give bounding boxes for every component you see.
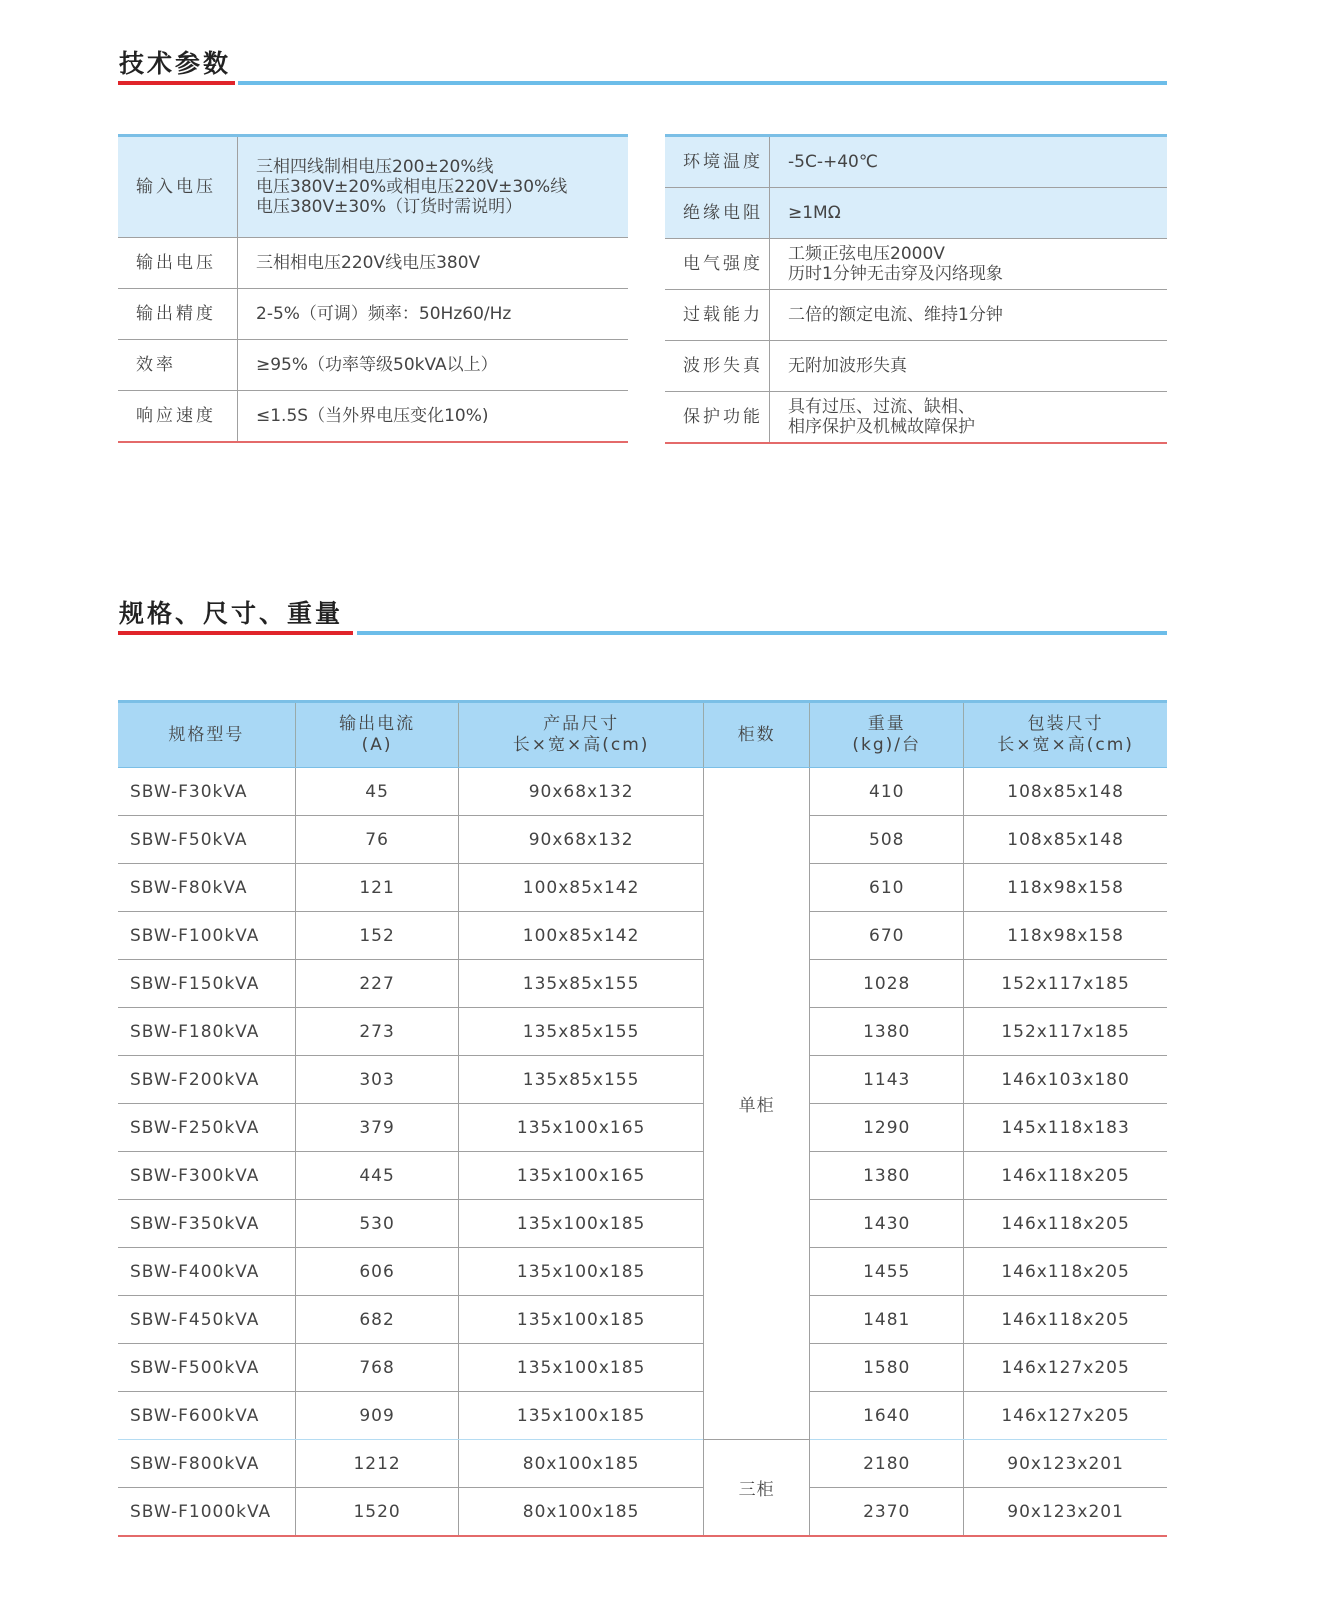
spec-value: [238, 340, 629, 391]
weight-cell: 1028: [810, 960, 964, 1008]
column-header-line: 产品尺寸: [543, 714, 620, 734]
spec-label: 输入电压: [118, 136, 238, 238]
model-cell: SBW-F600kVA: [118, 1392, 295, 1440]
product-size-cell: 135x100x185: [459, 1248, 704, 1296]
table-row: [118, 1344, 1167, 1392]
column-header: [459, 702, 704, 768]
table-row: [118, 1392, 1167, 1440]
current-cell: 530: [295, 1200, 459, 1248]
column-header: [118, 702, 295, 768]
spec-label: 环境温度: [665, 136, 770, 188]
spec-value-line: 相序保护及机械故障保护: [788, 417, 975, 437]
model-cell: SBW-F800kVA: [118, 1440, 295, 1488]
product-size-cell: 135x85x155: [459, 1056, 704, 1104]
package-size-cell: 146x118x205: [964, 1152, 1167, 1200]
column-header: [964, 702, 1167, 768]
column-header: [810, 702, 964, 768]
column-header-line: 输出电流: [339, 714, 416, 734]
product-size-cell: 100x85x142: [459, 912, 704, 960]
current-cell: 682: [295, 1296, 459, 1344]
spec-label: 波形失真: [665, 341, 770, 392]
spec-value-line: ≥95%（功率等级50kVA以上）: [256, 355, 498, 375]
spec-label: 绝缘电阻: [665, 188, 770, 239]
spec-row: [118, 391, 628, 443]
model-cell: SBW-F180kVA: [118, 1008, 295, 1056]
package-size-cell: 108x85x148: [964, 816, 1167, 864]
model-cell: SBW-F250kVA: [118, 1104, 295, 1152]
product-size-cell: 80x100x185: [459, 1488, 704, 1537]
weight-cell: 1481: [810, 1296, 964, 1344]
spec-row: [118, 289, 628, 340]
spec-value: [770, 239, 1168, 290]
weight-cell: 1143: [810, 1056, 964, 1104]
spec-value: [770, 341, 1168, 392]
weight-cell: 1290: [810, 1104, 964, 1152]
title-underline-red: [118, 81, 235, 85]
spec-size-weight-table: [118, 700, 1167, 1537]
weight-cell: 1380: [810, 1008, 964, 1056]
package-size-cell: 90x123x201: [964, 1440, 1167, 1488]
current-cell: 445: [295, 1152, 459, 1200]
model-cell: SBW-F1000kVA: [118, 1488, 295, 1537]
section-title-specs: 规格、尺寸、重量: [119, 599, 344, 628]
product-size-cell: 135x85x155: [459, 1008, 704, 1056]
spec-value-line: 电压380V±30%（订货时需说明）: [256, 197, 523, 217]
weight-cell: 670: [810, 912, 964, 960]
title-underline-blue: [238, 81, 1167, 85]
model-cell: SBW-F350kVA: [118, 1200, 295, 1248]
spec-label: 输出电压: [118, 238, 238, 289]
package-size-cell: 152x117x185: [964, 960, 1167, 1008]
model-cell: SBW-F80kVA: [118, 864, 295, 912]
spec-row: [665, 239, 1167, 290]
table-row: [118, 960, 1167, 1008]
package-size-cell: 145x118x183: [964, 1104, 1167, 1152]
spec-value: [238, 238, 629, 289]
current-cell: 1520: [295, 1488, 459, 1537]
spec-row: [118, 136, 628, 238]
spec-label: 输出精度: [118, 289, 238, 340]
column-header: [295, 702, 459, 768]
weight-cell: 1380: [810, 1152, 964, 1200]
table-row: [118, 1440, 1167, 1488]
tech-params-table-left: [118, 134, 628, 443]
spec-row: [118, 238, 628, 289]
current-cell: 227: [295, 960, 459, 1008]
spec-row: [665, 136, 1167, 188]
weight-cell: 1455: [810, 1248, 964, 1296]
weight-cell: 2180: [810, 1440, 964, 1488]
weight-cell: 1640: [810, 1392, 964, 1440]
weight-cell: 2370: [810, 1488, 964, 1537]
title-underline-red: [118, 631, 353, 635]
model-cell: SBW-F450kVA: [118, 1296, 295, 1344]
column-header-line: 包装尺寸: [1027, 714, 1104, 734]
package-size-cell: 146x118x205: [964, 1200, 1167, 1248]
product-size-cell: 135x100x165: [459, 1104, 704, 1152]
spec-value-line: 三相四线制相电压200±20%线: [256, 157, 494, 177]
product-size-cell: 135x100x185: [459, 1344, 704, 1392]
spec-value-line: 2-5%（可调）频率：50Hz60/Hz: [256, 304, 512, 324]
current-cell: 303: [295, 1056, 459, 1104]
spec-value: [238, 289, 629, 340]
spec-row: [665, 188, 1167, 239]
spec-value-line: ≤1.5S（当外界电压变化10%): [256, 406, 489, 426]
product-size-cell: 90x68x132: [459, 816, 704, 864]
current-cell: 606: [295, 1248, 459, 1296]
spec-row: [118, 340, 628, 391]
title-underline-blue: [357, 631, 1167, 635]
table-row: [118, 912, 1167, 960]
package-size-cell: 146x118x205: [964, 1296, 1167, 1344]
model-cell: SBW-F400kVA: [118, 1248, 295, 1296]
section-title-tech-params: 技术参数: [119, 49, 232, 78]
package-size-cell: 146x127x205: [964, 1344, 1167, 1392]
spec-value-line: 历时1分钟无击穿及闪络现象: [788, 264, 1003, 284]
package-size-cell: 90x123x201: [964, 1488, 1167, 1537]
cabinet-count-cell: 单柜: [703, 768, 809, 1440]
package-size-cell: 118x98x158: [964, 912, 1167, 960]
package-size-cell: 118x98x158: [964, 864, 1167, 912]
table-row: [118, 1296, 1167, 1344]
weight-cell: 1430: [810, 1200, 964, 1248]
spec-label: 保护功能: [665, 392, 770, 444]
product-size-cell: 135x100x185: [459, 1392, 704, 1440]
column-header-line: 长×宽×高(cm): [512, 735, 650, 755]
spec-value-line: 工频正弦电压2000V: [788, 244, 945, 264]
product-size-cell: 135x100x185: [459, 1200, 704, 1248]
spec-value-line: ≥1MΩ: [788, 203, 841, 223]
table-row: [118, 768, 1167, 816]
cabinet-count-cell: 三柜: [703, 1440, 809, 1537]
spec-value: [238, 136, 629, 238]
column-header-line: 重量: [867, 714, 906, 734]
current-cell: 909: [295, 1392, 459, 1440]
spec-value-line: 电压380V±20%或相电压220V±30%线: [256, 177, 568, 197]
current-cell: 121: [295, 864, 459, 912]
current-cell: 45: [295, 768, 459, 816]
model-cell: SBW-F300kVA: [118, 1152, 295, 1200]
current-cell: 76: [295, 816, 459, 864]
table-row: [118, 1200, 1167, 1248]
table-row: [118, 1008, 1167, 1056]
spec-row: [665, 392, 1167, 444]
weight-cell: 508: [810, 816, 964, 864]
spec-row: [665, 290, 1167, 341]
spec-label: 电气强度: [665, 239, 770, 290]
column-header-line: (A): [361, 735, 393, 755]
model-cell: SBW-F50kVA: [118, 816, 295, 864]
column-header-line: 长×宽×高(cm): [997, 735, 1134, 755]
package-size-cell: 108x85x148: [964, 768, 1167, 816]
package-size-cell: 152x117x185: [964, 1008, 1167, 1056]
product-size-cell: 135x85x155: [459, 960, 704, 1008]
current-cell: 152: [295, 912, 459, 960]
weight-cell: 610: [810, 864, 964, 912]
spec-row: [665, 341, 1167, 392]
product-size-cell: 100x85x142: [459, 864, 704, 912]
column-header-line: 规格型号: [168, 724, 245, 745]
spec-value-line: -5C-+40℃: [788, 152, 878, 172]
table-row: [118, 816, 1167, 864]
table-row: [118, 1104, 1167, 1152]
package-size-cell: 146x118x205: [964, 1248, 1167, 1296]
model-cell: SBW-F500kVA: [118, 1344, 295, 1392]
column-header-line: 柜数: [737, 724, 776, 745]
model-cell: SBW-F30kVA: [118, 768, 295, 816]
spec-label: 响应速度: [118, 391, 238, 443]
table-row: [118, 1248, 1167, 1296]
weight-cell: 410: [810, 768, 964, 816]
product-size-cell: 80x100x185: [459, 1440, 704, 1488]
product-size-cell: 90x68x132: [459, 768, 704, 816]
weight-cell: 1580: [810, 1344, 964, 1392]
spec-value: [770, 290, 1168, 341]
table-row: [118, 1152, 1167, 1200]
spec-value: [238, 391, 629, 443]
table-row: [118, 864, 1167, 912]
column-header-line: (kg)/台: [852, 735, 922, 755]
current-cell: 273: [295, 1008, 459, 1056]
table-row: [118, 1488, 1167, 1537]
spec-value-line: 三相相电压220V线电压380V: [256, 253, 481, 273]
model-cell: SBW-F100kVA: [118, 912, 295, 960]
product-size-cell: 135x100x185: [459, 1296, 704, 1344]
spec-value-line: 二倍的额定电流、维持1分钟: [788, 305, 1003, 325]
column-header: [703, 702, 809, 768]
spec-value: [770, 136, 1168, 188]
package-size-cell: 146x103x180: [964, 1056, 1167, 1104]
model-cell: SBW-F200kVA: [118, 1056, 295, 1104]
current-cell: 379: [295, 1104, 459, 1152]
package-size-cell: 146x127x205: [964, 1392, 1167, 1440]
current-cell: 1212: [295, 1440, 459, 1488]
tech-params-table-right: [665, 134, 1167, 444]
current-cell: 768: [295, 1344, 459, 1392]
spec-value-line: 无附加波形失真: [788, 356, 907, 376]
spec-value-line: 具有过压、过流、缺相、: [788, 397, 975, 417]
spec-label: 效率: [118, 340, 238, 391]
spec-value: [770, 188, 1168, 239]
table-row: [118, 1056, 1167, 1104]
spec-value: [770, 392, 1168, 444]
product-size-cell: 135x100x165: [459, 1152, 704, 1200]
spec-label: 过载能力: [665, 290, 770, 341]
model-cell: SBW-F150kVA: [118, 960, 295, 1008]
